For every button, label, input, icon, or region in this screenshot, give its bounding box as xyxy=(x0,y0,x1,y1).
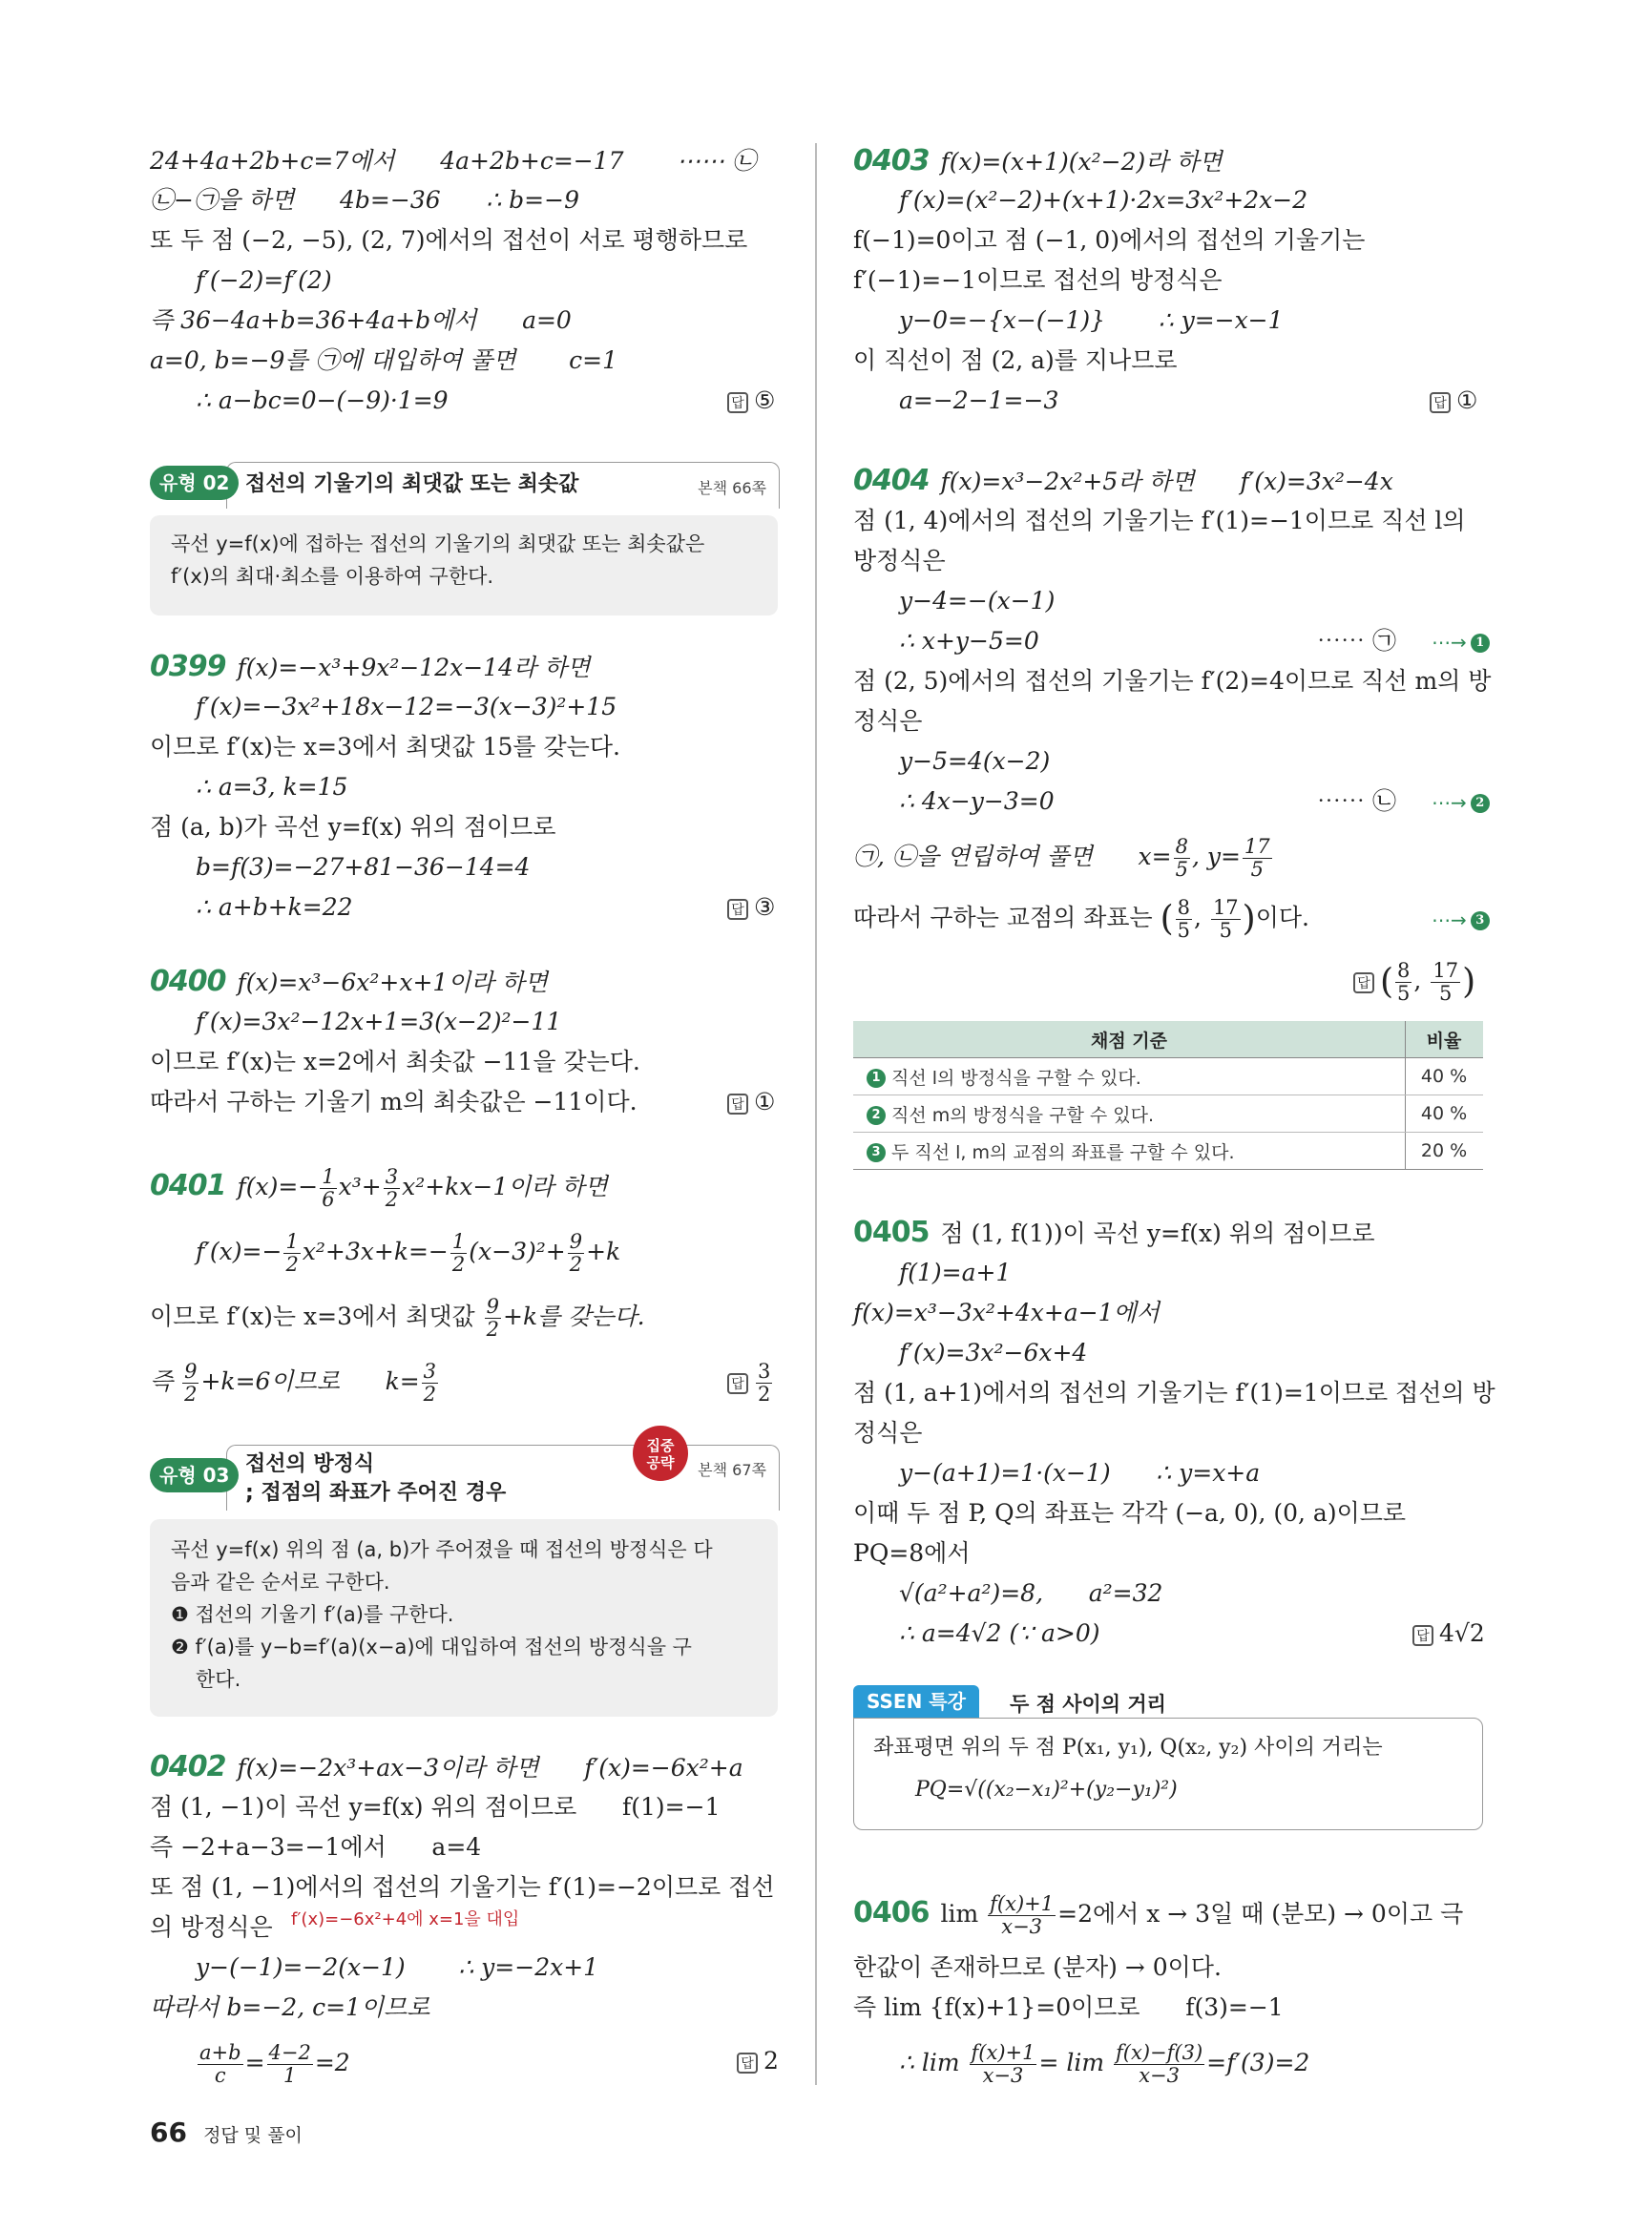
equation-mark: ⋯⋯ ㉡ xyxy=(1317,787,1396,815)
answer xyxy=(1412,1617,1485,1650)
type-02-header xyxy=(150,458,780,508)
page-number: 66 xyxy=(150,2116,187,2148)
type-03-header xyxy=(150,1437,780,1510)
text-line: f′(x)=(x²−2)+(x+1)·2x=3x²+2x−2 xyxy=(899,186,1308,214)
text-line: ∴ a−bc=0−(−9)·1=9 xyxy=(196,386,449,414)
answer-icon: 답 xyxy=(727,1094,748,1115)
answer xyxy=(737,2045,779,2077)
text-part: +k=6이므로 k= xyxy=(200,1367,420,1395)
text-line: 점 (1, a+1)에서의 접선의 기울기는 f′(1)=1이므로 접선의 방 xyxy=(853,1379,1495,1407)
step-marker: ⋯→ 1 xyxy=(1432,625,1495,658)
answer-icon: 답 xyxy=(727,899,748,920)
answer: 답 ( $\frac{8}{5}$ , $\frac{17}{5}$ ) xyxy=(1353,960,1475,1005)
answer xyxy=(727,1086,775,1118)
focus-seal-badge: 집중 공략 xyxy=(633,1426,688,1481)
text-part: =f′(3)=2 xyxy=(1206,2049,1310,2076)
text-line xyxy=(853,836,1274,881)
text-line: ∴ a=4√2 (∵ a>0) xyxy=(899,1619,1100,1647)
problem-0401 xyxy=(150,1166,608,1211)
text-line: ㉡−㉠을 하면 4b=−36 ∴ b=−9 xyxy=(150,186,579,214)
answer-value: ⑤ xyxy=(754,386,776,414)
text-line: ∴ a=3, k=15 xyxy=(196,773,348,801)
text-line: y−0=−{x−(−1)} ∴ y=−x−1 xyxy=(899,306,1284,334)
text-part: 이므로 f′(x)는 x=3에서 최댓값 xyxy=(150,1303,475,1330)
guide-text: ❷ f′(a)를 y−b=f′(a)(x−a)에 대입하여 접선의 방정식을 구 xyxy=(171,1636,692,1658)
answer xyxy=(727,1361,774,1406)
text-line: f′(x)=3x²−6x+4 xyxy=(899,1339,1088,1366)
text-line: 따라서 구하는 기울기 m의 최솟값은 −11이다. xyxy=(150,1088,638,1116)
answer xyxy=(727,891,775,924)
text-line xyxy=(196,1231,620,1276)
text-line: y−5=4(x−2) xyxy=(899,747,1051,775)
ssen-formula: PQ=√((x₂−x₁)²+(y₂−y₁)²) xyxy=(915,1778,1178,1802)
text-part: x²+3x+k=− xyxy=(302,1238,449,1265)
guide-text: 한다. xyxy=(196,1668,241,1691)
answer-icon: 답 xyxy=(727,1373,748,1394)
table-row: 1 직선 l의 방정식을 구할 수 있다. 40 % xyxy=(853,1058,1483,1095)
fraction: $\frac{f(x)-f(3)}{x-3}$ xyxy=(1116,2041,1203,2087)
fraction: $\frac{3}{2}$ xyxy=(385,1165,399,1211)
answer-value: ③ xyxy=(754,893,776,921)
guide-text: f′(x)의 최대·최소를 이용하여 구한다. xyxy=(171,565,494,588)
text-part: =2에서 x → 3일 때 (분모) → 0이고 극 xyxy=(1057,1900,1464,1928)
problem-0402 xyxy=(150,1751,743,1784)
text-line: PQ=8에서 xyxy=(853,1539,971,1567)
problem-number: 0406 xyxy=(853,1896,930,1929)
type-badge: 유형 02 xyxy=(150,466,239,500)
fraction: $\frac{3}{2}$ xyxy=(758,1360,771,1406)
fraction: $\frac{a+b}{c}$ xyxy=(199,2041,241,2087)
text-line: 이므로 f′(x)는 x=2에서 최솟값 −11을 갖는다. xyxy=(150,1048,640,1075)
guide-box xyxy=(150,515,778,615)
table-cell: 40 % xyxy=(1406,1095,1484,1133)
fraction: $\frac{f(x)+1}{x-3}$ xyxy=(971,2041,1035,2087)
answer-icon: 답 xyxy=(1430,392,1451,413)
guide-text: ❶ 접선의 기울기 f′(a)를 구한다. xyxy=(171,1603,454,1626)
fraction: $\frac{9}{2}$ xyxy=(184,1360,198,1406)
text-part: f(x)=− xyxy=(237,1173,319,1200)
problem-0405 xyxy=(853,1217,1375,1250)
fraction: $\frac{1}{2}$ xyxy=(451,1230,466,1276)
table-cell: 40 % xyxy=(1406,1058,1484,1095)
fraction: $\frac{8}{5}$ xyxy=(1397,959,1411,1005)
problem-number: 0401 xyxy=(150,1169,226,1202)
answer xyxy=(1430,385,1477,417)
text-line: 즉 −2+a−3=−1에서 a=4 xyxy=(150,1833,482,1861)
answer-value: 2 xyxy=(763,2047,779,2075)
text-line: 따라서 b=−2, c=1이므로 xyxy=(150,1993,430,2021)
ssen-text: 좌표평면 위의 두 점 P(x₁, y₁), Q(x₂, y₂) 사이의 거리는 xyxy=(873,1736,1383,1760)
text-line: 한값이 존재하므로 (분자) → 0이다. xyxy=(853,1953,1222,1981)
text-line: ∴ x+y−5=0 xyxy=(899,627,1039,655)
text-line: $\frac{a+b}{c}$ = $\frac{4-2}{1}$ =2 xyxy=(199,2041,350,2087)
answer xyxy=(727,385,775,417)
text-line: 정식은 xyxy=(853,1419,923,1447)
text-line: 24+4a+2b+c=7에서 4a+2b+c=−17 ⋯⋯ ㉡ xyxy=(150,147,757,175)
guide-text: 곡선 y=f(x) 위의 점 (a, b)가 주어졌을 때 접선의 방정식은 다 xyxy=(171,1538,713,1561)
text-part: x²+kx−1이라 하면 xyxy=(402,1173,608,1200)
answer-icon: 답 xyxy=(727,392,748,413)
text-line: f(x)=−x³+9x²−12x−14라 하면 xyxy=(237,654,591,681)
text-line: y−4=−(x−1) xyxy=(899,587,1056,615)
text-part: lim xyxy=(940,1900,979,1928)
text-line: 의 방정식은 xyxy=(150,1913,273,1941)
text-line: f(x)=x³−3x²+4x+a−1에서 xyxy=(853,1299,1160,1326)
text-part: ∴ lim xyxy=(899,2049,960,2076)
answer-icon: 답 xyxy=(1412,1625,1433,1646)
problem-0406 xyxy=(853,1893,1463,1938)
guide-text: 곡선 y=f(x)에 접하는 접선의 기울기의 최댓값 또는 최솟값은 xyxy=(171,532,705,555)
text-line: f(x)=(x+1)(x²−2)라 하면 xyxy=(940,148,1223,176)
problem-number: 0405 xyxy=(853,1216,930,1249)
text-line: a=−2−1=−3 xyxy=(899,386,1059,414)
step-marker: ⋯→ 2 xyxy=(1432,785,1495,819)
type-badge: 유형 03 xyxy=(150,1458,239,1492)
text-part: (x−3)²+ xyxy=(469,1238,566,1265)
fraction: $\frac{17}{5}$ xyxy=(1244,835,1270,881)
text-line: 즉 36−4a+b=36+4a+b에서 a=0 xyxy=(150,306,572,334)
text-line xyxy=(899,2042,1309,2087)
problem-0400 xyxy=(150,966,548,999)
text-line: f(−1)=0이고 점 (−1, 0)에서의 접선의 기울기는 xyxy=(853,226,1366,254)
text-line: y−(a+1)=1·(x−1) ∴ y=x+a xyxy=(899,1459,1261,1487)
text-part: +k xyxy=(586,1238,621,1265)
text-line: f(x)=x³−2x²+5라 하면 f′(x)=3x²−4x xyxy=(940,468,1393,495)
answer-icon: 답 xyxy=(737,2053,758,2074)
text-part: = lim xyxy=(1038,2049,1105,2076)
problem-number: 0399 xyxy=(150,650,226,683)
equation-mark: ⋯⋯ ㉠ xyxy=(1317,627,1396,655)
text-part: ㉠, ㉡을 연립하여 풀면 x= xyxy=(853,843,1172,870)
text-line: 즉 lim {f(x)+1}=0이므로 f(3)=−1 xyxy=(853,1993,1284,2021)
table-cell: 직선 m의 방정식을 구할 수 있다. xyxy=(891,1104,1154,1126)
text-line: 이때 두 점 P, Q의 좌표는 각각 (−a, 0), (0, a)이므로 xyxy=(853,1499,1407,1527)
text-line: 점 (1, f(1))이 곡선 y=f(x) 위의 점이므로 xyxy=(940,1220,1375,1247)
problem-number: 0400 xyxy=(150,965,226,998)
text-part: , y= xyxy=(1191,843,1241,870)
type-title: 접선의 방정식 xyxy=(245,1452,375,1476)
text-line: √(a²+a²)=8, a²=32 xyxy=(899,1579,1163,1607)
book-reference: 본책 67쪽 xyxy=(698,1461,766,1479)
text-line: f′(x)=3x²−12x+1=3(x−2)²−11 xyxy=(196,1008,562,1035)
footer-text: 정답 및 풀이 xyxy=(203,2125,303,2146)
fraction: $\frac{f(x)+1}{x-3}$ xyxy=(990,1892,1055,1938)
table-header-row xyxy=(853,1021,1483,1058)
fraction: $\frac{9}{2}$ xyxy=(486,1295,500,1341)
text-line: f′(−2)=f′(2) xyxy=(196,266,332,294)
text-part: +k를 갖는다. xyxy=(503,1303,645,1330)
table-header: 채점 기준 xyxy=(853,1021,1406,1058)
text-line: b=f(3)=−27+81−36−14=4 xyxy=(196,853,531,881)
table-cell: 두 직선 l, m의 교점의 좌표를 구할 수 있다. xyxy=(891,1141,1235,1163)
table-row: 2 직선 m의 방정식을 구할 수 있다. 40 % xyxy=(853,1095,1483,1133)
step-marker: ⋯→ 3 xyxy=(1432,903,1495,936)
fraction: $\frac{1}{6}$ xyxy=(322,1165,335,1211)
fraction: $\frac{1}{2}$ xyxy=(285,1230,299,1276)
text-line: f′(x)=−3x²+18x−12=−3(x−3)²+15 xyxy=(196,693,617,720)
text-line: 점 (1, −1)이 곡선 y=f(x) 위의 점이므로 f(1)=−1 xyxy=(150,1793,721,1821)
text-line: 방정식은 xyxy=(853,547,946,574)
table-cell: 20 % xyxy=(1406,1133,1484,1170)
text-line: f(x)=−2x³+ax−3이라 하면 f′(x)=−6x²+a xyxy=(237,1754,743,1782)
scoring-table xyxy=(853,1021,1483,1170)
fraction: $\frac{9}{2}$ xyxy=(569,1230,583,1276)
table-cell: 직선 l의 방정식을 구할 수 있다. xyxy=(891,1067,1141,1089)
text-part: 따라서 구하는 교점의 좌표는 xyxy=(853,904,1153,931)
fraction: $\frac{8}{5}$ xyxy=(1175,835,1188,881)
answer-value: ① xyxy=(1456,386,1478,414)
answer-icon: 답 xyxy=(1353,972,1374,993)
text-line: 또 두 점 (−2, −5), (2, 7)에서의 접선이 서로 평행하므로 xyxy=(150,226,748,254)
text-line: y−(−1)=−2(x−1) ∴ y=−2x+1 xyxy=(196,1953,599,1981)
fraction: $\frac{4-2}{1}$ xyxy=(268,2041,311,2087)
problem-0399 xyxy=(150,651,590,684)
text-line xyxy=(150,1361,440,1406)
text-line: 이므로 f′(x)는 x=3에서 최댓값 15를 갖는다. xyxy=(150,733,620,761)
problem-number: 0404 xyxy=(853,464,930,497)
type-subtitle: ; 접점의 좌표가 주어진 경우 xyxy=(245,1481,507,1505)
answer-value: 4√2 xyxy=(1439,1619,1485,1647)
text-line: f′(−1)=−1이므로 접선의 방정식은 xyxy=(853,266,1223,294)
text-line: 정식은 xyxy=(853,707,923,735)
fraction: $\frac{17}{5}$ xyxy=(1432,959,1459,1005)
text-line: 점 (a, b)가 곡선 y=f(x) 위의 점이므로 xyxy=(150,813,556,841)
text-line: a=0, b=−9를 ㉠에 대입하여 풀면 c=1 xyxy=(150,346,617,374)
text-line: ∴ 4x−y−3=0 xyxy=(899,787,1055,815)
margin-note: f′(x)=−6x²+4에 x=1을 대입 xyxy=(291,1909,520,1929)
text-line: 점 (2, 5)에서의 접선의 기울기는 f′(2)=4이므로 직선 m의 방 xyxy=(853,667,1492,695)
fraction: $\frac{3}{2}$ xyxy=(423,1360,437,1406)
text-line: 따라서 구하는 교점의 좌표는 ( $\frac{8}{5}$ , $\frac{17}{5}$ )이다. xyxy=(853,896,1309,942)
table-header: 비율 xyxy=(1406,1021,1484,1058)
ssen-box xyxy=(853,1718,1483,1830)
book-reference: 본책 66쪽 xyxy=(698,479,766,497)
type-title: 접선의 기울기의 최댓값 또는 최솟값 xyxy=(245,472,579,496)
ssen-badge: SSEN 특강 xyxy=(853,1685,979,1718)
text-part: f′(x)=− xyxy=(196,1238,282,1265)
text-line: 점 (1, 4)에서의 접선의 기울기는 f′(1)=−1이므로 직선 l의 xyxy=(853,507,1466,534)
text-line: f(1)=a+1 xyxy=(899,1259,1012,1286)
answer-value: ① xyxy=(754,1088,776,1116)
fraction: $\frac{8}{5}$ xyxy=(1177,896,1191,942)
text-line: 또 점 (1, −1)에서의 접선의 기울기는 f′(1)=−2이므로 접선 xyxy=(150,1873,775,1901)
page-footer xyxy=(150,2116,303,2148)
guide-text: 음과 같은 순서로 구한다. xyxy=(171,1571,390,1594)
table-row: 3 두 직선 l, m의 교점의 좌표를 구할 수 있다. 20 % xyxy=(853,1133,1483,1170)
text-part: x³+ xyxy=(338,1173,382,1200)
column-divider xyxy=(815,143,817,2085)
problem-0403 xyxy=(853,145,1223,178)
text-line: ∴ a+b+k=22 xyxy=(196,893,353,921)
text-part: 즉 xyxy=(150,1367,174,1395)
text-line: f(x)=x³−6x²+x+1이라 하면 xyxy=(237,969,548,996)
problem-0404 xyxy=(853,465,1393,498)
problem-number: 0402 xyxy=(150,1750,226,1783)
fraction: $\frac{17}{5}$ xyxy=(1212,896,1239,942)
guide-box xyxy=(150,1519,778,1717)
text-line: 이 직선이 점 (2, a)를 지나므로 xyxy=(853,346,1178,374)
text-line xyxy=(150,1296,645,1341)
ssen-title: 두 점 사이의 거리 xyxy=(1010,1693,1166,1716)
text-part: 이다. xyxy=(1255,904,1309,931)
problem-number: 0403 xyxy=(853,144,930,177)
